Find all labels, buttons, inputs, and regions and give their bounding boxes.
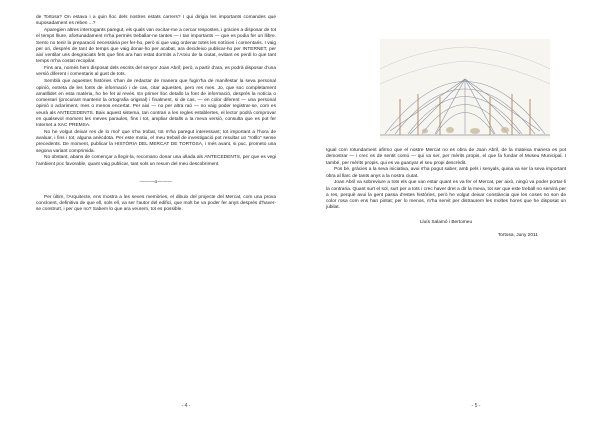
left-paragraph-3: Fins ara, només hem disposat dels escrits del senyor Joan Abril; però, a partir d'ara, es podrà disposar d'una versió diferent i comentaris al gust de tots. — [36, 66, 276, 78]
place-date: Tortosa, Juny 2011 — [497, 232, 538, 238]
left-paragraph-1: de Tortosa? On estava i a quin lloc dels nostres estats carrers? I qui dirigia les importants comandes que suposadament es reben ...? — [36, 15, 276, 27]
left-paragraph-4: Semblà que aquestes històries s'han de redactar de manera que fugin'ha de manifestar la seva personal opinió, extreta de les fonts de informació i de cas, citar aquestes, pero res mes. Jo, que soc completament amatllidet en esta matèria, ho he fet al revés. En primer lloc detallo la font de informació, després la notícia o comentari (procurant mantenir la ortografia original) i finalment, si de cas, — en color diferent — una personal opinió o aclariment, mes o menos encertat. Per així — no per altra raó — no vaig poder registrar-se, com es veurà als ANTECEDENTS. Baix aquest sistema, tan contrari a les regles establertes, el lector podrà comprovar en qualsevol moment les meves paraules, fins i tot, ampliar detalls a la meva versió, consulta que es pot fer Internet a XAC PREMSA. — [36, 79, 276, 129]
left-paragraph-6: No obstant, abans de començar a llegir-la, recomano donar una ullada als ANTECEDENTS, per que es vegi l'ambient poc favorable, quant vaig publicar, tant sols un resum del meu descobriment. — [36, 155, 276, 167]
right-paragraph-2: Pos bé, gràcies a la seva iniciativa, avui s'ha pogut saber, amb pels i senyals, quina va ser la seva important obra al llarc de tants anys a la nostra ciutat. — [326, 167, 566, 179]
left-paragraph-5: No he volgut deixar res de lo mol' que s'ha trobat, tot m'ha paregut interessant; tot important a l'hora de avaluar, i fins i tot, alguna anècdota. Per este motiu, el meu treball de investigació pot resultar un "rotllo" sense precedents. De moment, publicar la HISTÒRIA DEL MERCAT DE TORTOSA, i més avant, si puc, prometo una segona variant comprimida. — [36, 129, 276, 154]
page-number-right: - 5 - — [471, 403, 481, 409]
left-paragraph-2: Aparegien altres interrogants paregut, els quals van excitar-me a cercar respostes, i gràcies a disposar de tot el temps lliure, afortunadament m'ha permès treballar-ne tantes — i tan importants — que es podia fer un llibre. Sento no tenir la preparació necessària per fer-ho, però si que vaig ordenar totes les notícies i comentaris. I vaig per ori, després de tant de temps que vaig donar-ho per acabat, ara decideixo publicar-ho per INTERNET, per així ventilar uns desgraciats fets que fins ara han estat dormits a l'Arxiu de la ciutat, evitant es perdi lo que tant temps m'ha costat recopilar. — [36, 28, 276, 65]
right-paragraph-1: Igual com rotundament afirmo que el nostre Mercat no es obra de Joan Abril, de la mateixa manera es pot demostrar — i crec es de sentit comú — qui va ser, per mèrits propis, el que fa fundar el Museu Municipal. I també, per mèrits propis, qui es va guanyar el seu propi descrèdit. — [326, 148, 566, 166]
left-paragraph-final: Per últim, l'Arquitecte, ens mostra a les seves memòries, el dibuix del projecte del Mercat, com una prova concloent, definitiva de que ell, sols ell, va ser l'autor del edifici, que molt be va poder fer anys després d'haver-se construït, i per que no? Sabem lo que ara veurem, tot es possible. — [36, 194, 276, 213]
right-paragraph-3: Joan Abril va sobreviure a tots els que van estar quant es va fer el Mercat, per això, ningú va poder portar-li la contraria. Quant surt el sol, surt per a tots i crec haver dret a dir la meva, tot ser que este treball no servirà per a res, perquè avui la gent passa d'estes històries, però he volgut deixar constància que les coses no son de color rosa com ens han pintat; per lo menos, m'ha servit per distraurem les moltes hores que he disposat un jubilat. — [326, 180, 566, 211]
right-page — [300, 0, 600, 424]
section-separator: ———o——— — [139, 179, 173, 185]
right-text-block — [326, 148, 566, 212]
page-number-left: - 4 - — [181, 403, 191, 409]
market-hall-drawing-icon — [380, 39, 550, 139]
author-signature: Lluís Salamó i Bertomeu — [419, 219, 473, 225]
